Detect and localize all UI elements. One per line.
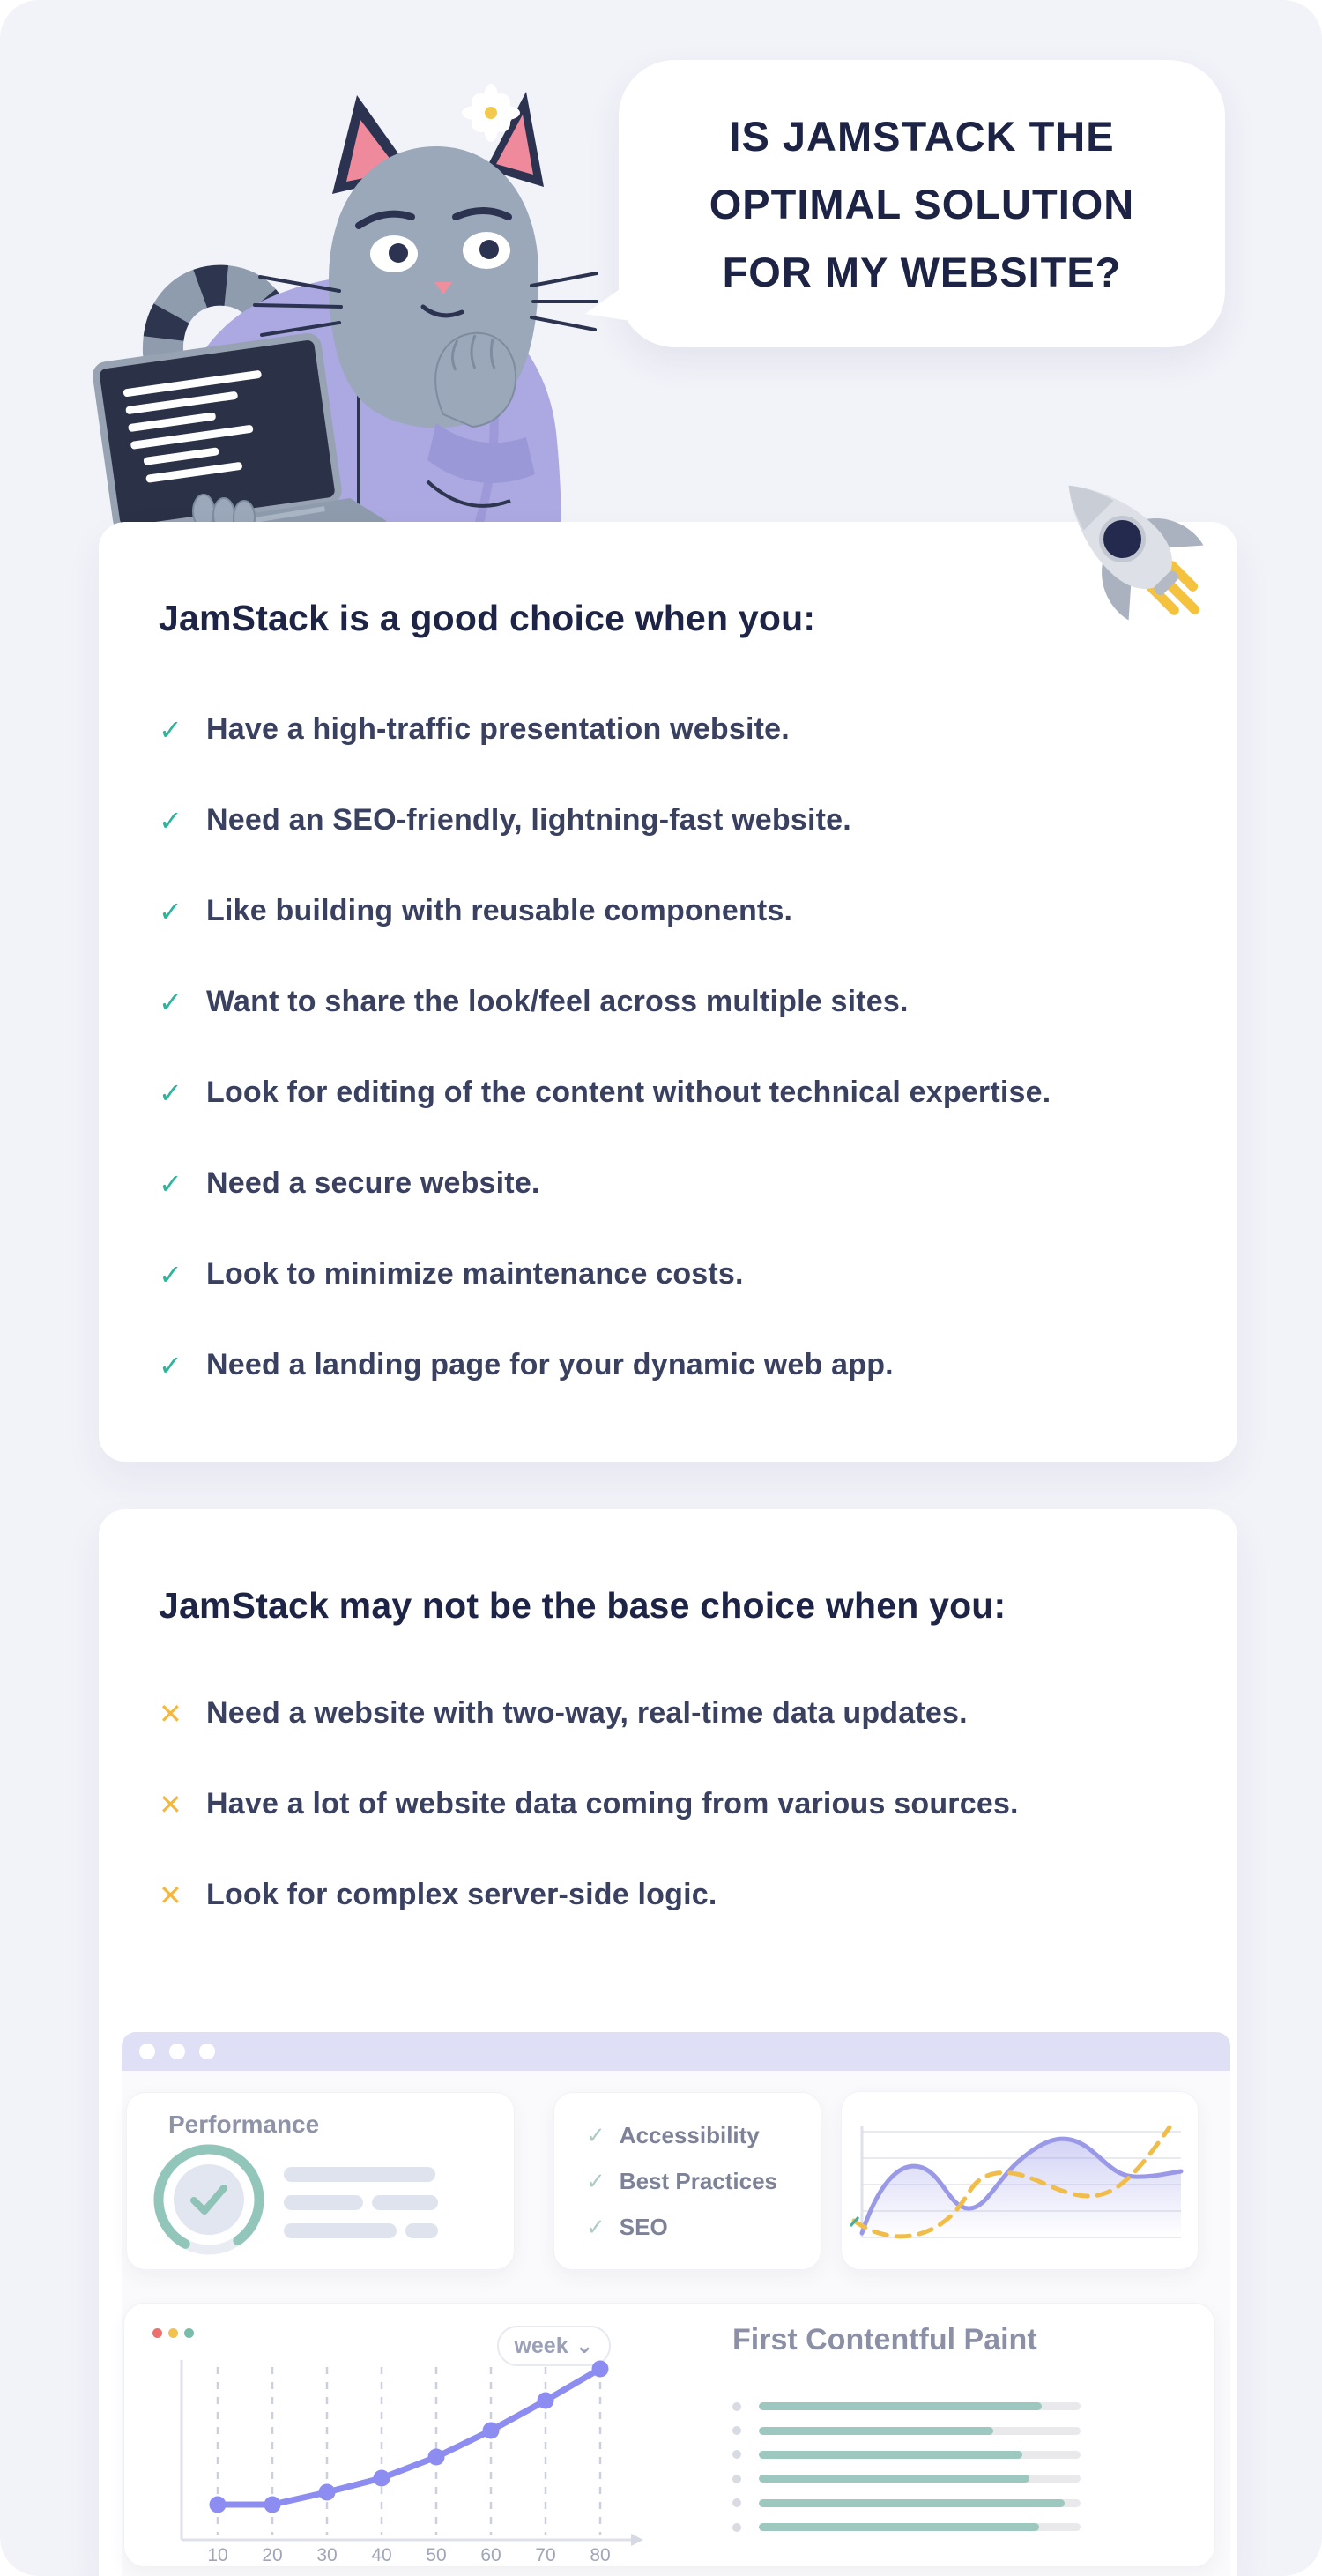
bullet-dot-icon — [732, 2523, 741, 2532]
list-item: ✓ Have a high-traffic presentation website. — [159, 712, 790, 746]
cat-illustration-svg — [48, 42, 599, 532]
good-card-title: JamStack is a good choice when you: — [159, 598, 816, 638]
fcp-title: First Contentful Paint — [732, 2323, 1037, 2356]
audit-item: ✓ Accessibility — [586, 2121, 760, 2148]
check-icon: ✓ — [159, 895, 182, 927]
audit-card — [553, 2092, 821, 2270]
bad-card-title: JamStack may not be the base choice when you: — [159, 1585, 1006, 1626]
traffic-dot-green-icon — [184, 2328, 194, 2338]
bubble-line-2: OPTIMAL SOLUTION — [709, 180, 1135, 227]
skeleton-line — [284, 2167, 435, 2182]
bullet-dot-icon — [732, 2450, 741, 2459]
bullet-dot-icon — [732, 2475, 741, 2483]
rocket-icon — [1026, 455, 1234, 644]
bullet-dot-icon — [732, 2498, 741, 2507]
performance-title: Performance — [168, 2111, 320, 2138]
check-icon: ✓ — [159, 713, 182, 746]
window-dot-icon — [169, 2044, 185, 2059]
list-item: ✕ Look for complex server-side logic. — [159, 1878, 717, 1911]
weekly-line-chart — [155, 2349, 650, 2566]
cross-icon: ✕ — [159, 1697, 182, 1730]
list-item: ✓ Want to share the look/feel across multiple sites. — [159, 985, 909, 1018]
bubble-line-1: IS JAMSTACK THE — [729, 112, 1115, 160]
check-icon: ✓ — [159, 986, 182, 1018]
list-item: ✓ Need an SEO-friendly, lightning-fast website. — [159, 803, 851, 837]
fcp-bar-list — [732, 2394, 1208, 2539]
chevron-down-icon: ⌄ — [575, 2334, 594, 2358]
fcp-bar — [732, 2418, 1208, 2442]
performance-card — [126, 2092, 515, 2270]
skeleton-line — [405, 2223, 438, 2238]
list-item: ✓ Look to minimize maintenance costs. — [159, 1257, 744, 1291]
cat-illustration — [48, 42, 599, 532]
list-item: ✓ Need a landing page for your dynamic web app. — [159, 1348, 894, 1381]
fcp-bar — [732, 2467, 1208, 2490]
fcp-panel — [123, 2303, 1215, 2567]
wave-chart — [842, 2092, 1196, 2267]
svg-text:40: 40 — [371, 2545, 392, 2565]
list-item: ✓ Look for editing of the content without technical expertise. — [159, 1076, 1051, 1109]
cross-icon: ✕ — [159, 1788, 182, 1820]
bullet-dot-icon — [732, 2426, 741, 2435]
check-icon: ✓ — [159, 1167, 182, 1200]
speech-bubble — [619, 60, 1225, 347]
check-icon: ✓ — [159, 804, 182, 837]
skeleton-line — [284, 2195, 363, 2210]
fcp-bar — [732, 2515, 1208, 2539]
svg-text:50: 50 — [426, 2545, 447, 2565]
bad-choice-list — [159, 1668, 1202, 1940]
audit-item: ✓ SEO — [586, 2213, 668, 2240]
bubble-line-3: FOR MY WEBSITE? — [722, 248, 1122, 295]
traffic-dot-yellow-icon — [168, 2328, 178, 2338]
week-dropdown-label: week — [514, 2333, 568, 2358]
good-choice-card — [99, 522, 1237, 1462]
list-item: ✕ Need a website with two-way, real-time data updates. — [159, 1696, 968, 1730]
traffic-dot-red-icon — [152, 2328, 162, 2338]
list-item: ✓ Like building with reusable components. — [159, 894, 793, 927]
browser-title-bar — [122, 2032, 1230, 2071]
check-icon: ✓ — [159, 1076, 182, 1109]
window-dot-icon — [139, 2044, 155, 2059]
skeleton-line — [372, 2195, 438, 2210]
svg-text:70: 70 — [535, 2545, 556, 2565]
svg-text:30: 30 — [316, 2545, 338, 2565]
bad-choice-card — [99, 1509, 1237, 2576]
check-icon: ✓ — [159, 1349, 182, 1381]
good-choice-list — [159, 684, 1202, 1411]
svg-text:60: 60 — [480, 2545, 501, 2565]
check-icon: ✓ — [159, 1258, 182, 1291]
audit-list — [586, 2112, 777, 2250]
list-item: ✓ Need a secure website. — [159, 1166, 540, 1200]
cross-icon: ✕ — [159, 1879, 182, 1911]
svg-text:20: 20 — [262, 2545, 283, 2565]
fcp-bar — [732, 2394, 1208, 2418]
svg-text:10: 10 — [207, 2545, 228, 2565]
svg-text:80: 80 — [590, 2545, 611, 2565]
window-dot-icon — [199, 2044, 215, 2059]
skeleton-line — [284, 2223, 397, 2238]
fcp-bar — [732, 2491, 1208, 2515]
trend-card — [841, 2091, 1199, 2270]
list-item: ✕ Have a lot of website data coming from various sources. — [159, 1787, 1019, 1820]
performance-gauge — [150, 2140, 268, 2259]
check-icon: ✓ — [586, 2167, 605, 2194]
audit-item: ✓ Best Practices — [586, 2167, 778, 2194]
bullet-dot-icon — [732, 2402, 741, 2411]
check-icon: ✓ — [586, 2121, 605, 2148]
fcp-bar — [732, 2443, 1208, 2467]
check-icon: ✓ — [586, 2213, 605, 2240]
